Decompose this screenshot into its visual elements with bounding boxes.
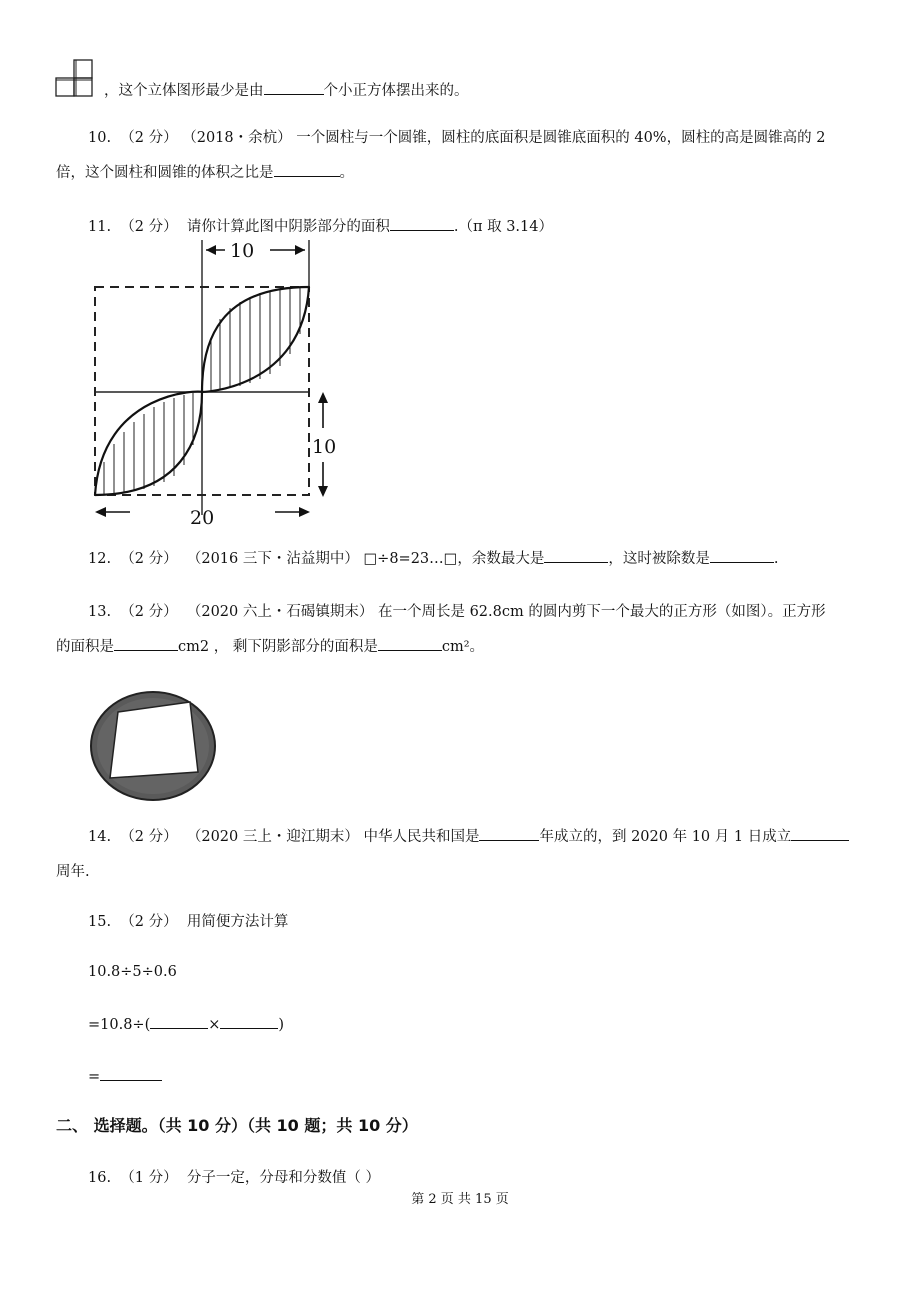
q11-score: （2 分）: [120, 219, 178, 235]
page-footer: [0, 1190, 920, 1210]
q15-step1: [88, 962, 177, 982]
q15-number: 15.: [88, 914, 112, 930]
q11-blank: [390, 216, 454, 231]
q14-score: （2 分）: [120, 829, 178, 845]
q12-text-c: .: [773, 551, 779, 567]
q12-source: （2016 三下・沾益期中）: [186, 551, 359, 567]
q12-text-a: □÷8=23…□，余数最大是: [363, 551, 545, 567]
section-2-title-text: 二、 选择题。（共 10 分）（共 10 题；共 10 分）: [56, 1116, 418, 1135]
label-top-10: 10: [230, 240, 255, 262]
q14-text-a: 中华人民共和国是: [363, 829, 480, 845]
q14-line2: [56, 862, 90, 882]
q15-step2-a: =10.8÷(: [88, 1017, 151, 1033]
q15-blank-1: [150, 1014, 208, 1029]
q14-number: 14.: [88, 829, 112, 845]
q12-line: [88, 548, 778, 569]
q9-line: [104, 80, 469, 101]
q15-text: 用简便方法计算: [186, 914, 289, 930]
q10-source: （2018・余杭）: [182, 130, 292, 146]
q16-number: 16.: [88, 1170, 112, 1186]
page-number: 第 2 页 共 15 页: [411, 1192, 509, 1207]
q11-number: 11.: [88, 219, 112, 235]
q16-text: 分子一定，分母和分数值（ ）: [186, 1170, 380, 1186]
q15-step2: [88, 1014, 284, 1035]
q13-line1: [88, 602, 826, 622]
q10-line1: [88, 128, 825, 148]
circle-square-figure: [90, 690, 220, 810]
q12-blank-2: [710, 548, 774, 563]
q13-text-c: cm²。: [441, 639, 485, 655]
q14-text-b: 年成立的，到 2020 年 10 月 1 日成立: [539, 829, 792, 845]
cube-view-figure: [54, 58, 96, 98]
q9-prefix: ，这个立体图形最少是由: [104, 83, 264, 99]
q13-text-b: cm2 ， 剩下阴影部分的面积是: [178, 639, 378, 655]
q15-expression: 10.8÷5÷0.6: [88, 964, 177, 980]
q12-score: （2 分）: [120, 551, 178, 567]
q14-blank-1: [479, 826, 539, 841]
q11-pi-note: .（π 取 3.14）: [453, 219, 553, 235]
q15-step2-b: ×: [208, 1017, 221, 1033]
q11-line: [88, 216, 553, 237]
q13-source: （2020 六上・石碣镇期末）: [186, 604, 374, 620]
q12-blank-1: [544, 548, 608, 563]
q13-blank-1: [114, 636, 178, 651]
q15-step2-c: ): [278, 1017, 285, 1033]
q12-number: 12.: [88, 551, 112, 567]
q14-line1: [88, 826, 849, 847]
q9-blank: [264, 80, 324, 95]
q15-blank-3: [100, 1066, 162, 1081]
q11-text: 请你计算此图中阴影部分的面积: [186, 219, 390, 235]
q16-score: （1 分）: [120, 1170, 178, 1186]
q10-text2: 倍，这个圆柱和圆锥的体积之比是: [56, 165, 274, 181]
label-right-10: 10: [312, 436, 337, 458]
q10-line2: [56, 162, 354, 183]
q15-score: （2 分）: [120, 914, 178, 930]
q10-blank: [274, 162, 340, 177]
q14-blank-2: [791, 826, 849, 841]
q15-step3-eq: =: [88, 1069, 101, 1085]
shaded-curve-figure: [80, 240, 350, 530]
q10-score: （2 分）: [120, 130, 178, 146]
q16-line: [88, 1168, 380, 1188]
q13-number: 13.: [88, 604, 112, 620]
q13-text-a: 的面积是: [56, 639, 114, 655]
q10-text: 一个圆柱与一个圆锥，圆柱的底面积是圆锥底面积的 40%，圆柱的高是圆锥高的 2: [296, 130, 826, 146]
q12-text-b: ，这时被除数是: [608, 551, 710, 567]
section-2-title: [56, 1116, 418, 1136]
q15-step3: [88, 1066, 162, 1087]
q14-source: （2020 三上・迎江期末）: [186, 829, 359, 845]
q13-text: 在一个周长是 62.8cm 的圆内剪下一个最大的正方形（如图）。正方形: [377, 604, 826, 620]
q13-line2: [56, 636, 484, 657]
q14-text-end: 周年.: [56, 864, 90, 880]
q13-score: （2 分）: [120, 604, 178, 620]
q9-suffix: 个小正方体摆出来的。: [323, 83, 469, 99]
q15-line: [88, 912, 288, 932]
q10-end: 。: [339, 165, 354, 181]
q15-blank-2: [220, 1014, 278, 1029]
q13-blank-2: [378, 636, 442, 651]
q10-number: 10.: [88, 130, 112, 146]
label-bottom-20: 20: [190, 507, 215, 529]
